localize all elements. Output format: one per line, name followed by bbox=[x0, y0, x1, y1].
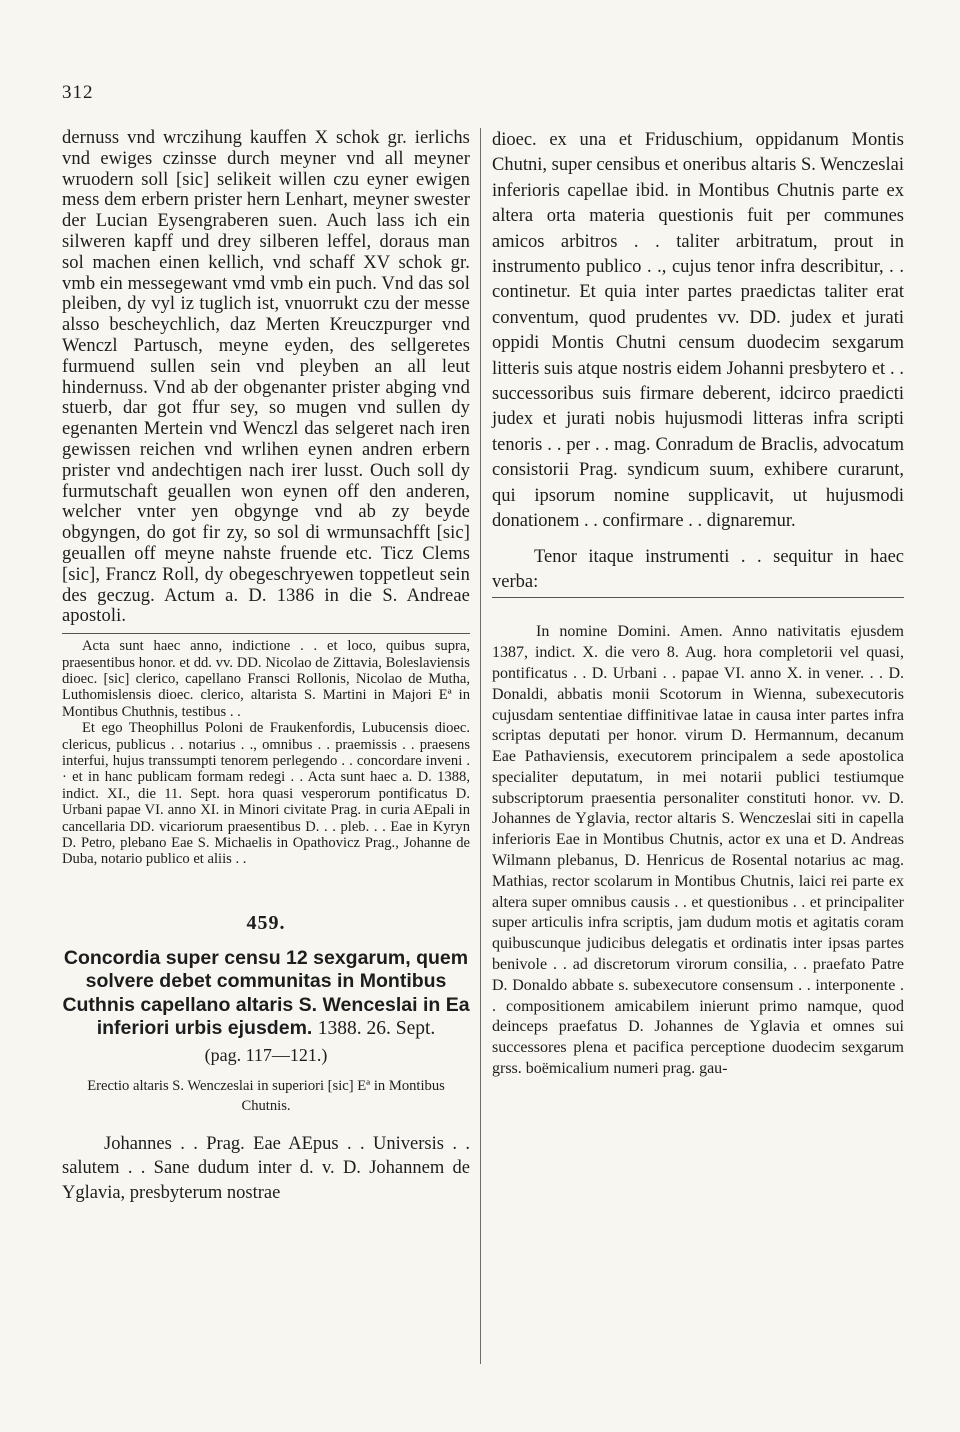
german-passage bbox=[62, 128, 470, 627]
left-column bbox=[62, 128, 470, 1205]
acta-text: Acta sunt haec anno, indictione . . et loco, quibus supra, praesentibus honor. et dd. vv. DD. Nicolao de Zittavia, Boleslaviensis dioec. [sic] clerico, capellano Fransci Rollonis, Nicolao de Mutha, Luthomislensis dioec. clerico, altarista S. Martini in Majori Eª in Montibus Chuthnis, testibus . . bbox=[62, 638, 470, 720]
notary-text: Et ego Theophillus Poloni de Fraukenfordis, Lubucensis dioec. clericus, publicus . . notarius . ., omnibus . . praemissis . . praesens interfui, hujus transsumpti tenorem perlegendo . . concordare inveni . · et in hanc publicam formam redegi . . Acta sunt haec a. D. 1388, indict. XI., die 11. Sept. hora quasi vesperorum pontificatus D. Urbani papae VI. anno XI. in Minori civitate Prag. in curia AEpali in cancellaria DD. vicariorum praesentibus D. . . pleb. . . Eae in Kyryn D. Petro, plebano Eae S. Michaelis in Opathovicz Prag., Johanne de Duba, notario publico et aliis . . bbox=[62, 720, 470, 868]
page-number: 312 bbox=[62, 82, 94, 103]
document-title-text: Concordia super censu 12 sexgarum, quem solvere debet communitas in Montibus Cuthnis capellano altaris S. Wenceslai in Ea inferiori urbis ejusdem. bbox=[62, 946, 470, 1040]
right-column bbox=[492, 128, 904, 1080]
tenor-text: Tenor itaque instrumenti . . sequitur in haec verba: bbox=[492, 546, 904, 592]
section-divider bbox=[62, 633, 470, 634]
document-title bbox=[62, 947, 470, 1041]
german-text: dernuss vnd wrczihung kauffen X schok gr. ierlichs vnd ewiges czinsse durch meyner vnd all meyner wruodern soll [sic] selikeit willen czu eyner ewigen mess dem erbern prister hern Lenhart, meyner swester der Lucian Eysengraberen suen. Auch lass ich ein silweren kapff und drey silberen leffel, doraus man sol machen einen kellich, vnd schaff XV schok gr. vmb ein messegewant vmd vmb ein puch. Vnd das sol pleiben, dy vyl iz tuglich ist, vnuorrukt czu der messe alsso bescheychlich, daz Merten Kreuczpurger vnd Wenczl Partusch, meyne eyden, des sellgeretes furmuend sullen sein vnd pleyben an all leut hindernuss. Vnd ab der obgenanter prister abging vnd stuerb, dar got ffur sey, so mugen vnd sullen dy egenanten Mertein vnd Wenczl das selgeret nach iren gewissen reichen vnd wrlihen eynen andren erbern prister vnd andechtigen nach irer lusst. Ouch soll dy furmutschaft geuallen won eynen off den anderen, welcher vnter yen obgynge vnd ab zy beyde obgyngen, do got fir zy, so sol di wrmunsachfft [sic] geuallen off meyne nahste fruende etc. Ticz Clems [sic], Francz Roll, dy obegeschryewen toppetleut sein des geczug. Actum a. D. 1386 in die S. Andreae apostoli. bbox=[62, 128, 470, 627]
document-number: 459. bbox=[246, 911, 286, 934]
document-erectio-note: Erectio altaris S. Wenczeslai in superiori [sic] Eª in Montibus Chutnis. bbox=[87, 1077, 445, 1114]
instrument-passage bbox=[492, 622, 904, 1080]
tenor-divider bbox=[492, 597, 904, 598]
notarial-passage bbox=[62, 638, 470, 868]
document-date: 1388. 26. Sept. bbox=[317, 1018, 436, 1040]
tenor-passage bbox=[492, 545, 904, 596]
instrument-text: In nomine Domini. Amen. Anno nativitatis ejusdem 1387, indict. X. die vero 8. Aug. hora completorii vel quasi, pontificatus . . D. Urbani . . papae VI. anno X. in vener. . . D. Donaldi, abbatis monii Scotorum in Wienna, subexecutoris cujusdam sententiae diffinitivae latae in causa inter partes infra scriptas deputati per honor. virum D. Hermannum, decanum Eae Pathaviensis, executorem principalem a sede apostolica specialiter deputatum, in mei notarii publici testiumque subscriptorum praesentia personaliter constituti honor. vv. D. Johannes de Yglavia, rector altaris S. Wenczeslai siti in capella inferioris Eae in Montibus Chutnis, actor ex una et D. Andreas Wilmann plebanus, D. Henricus de Rosental notarius ac mag. Mathias, rector scolarum in Montibus Chutnis, laici rei parte ex altera super omnibus causis . . et questionibus . . et principaliter super articulis infra scriptis, jam dudum motis et agitatis coram quibuscunque judicibus delegatis et ordinatis inter ipsas partes benivole . . ad discretorum virorum consilia, . . praefato Patre D. Donaldo abbate s. subexecutore consensum . . interponente . . compositionem amicabilem inierunt primo namque, quod deinceps praefatus D. Johannes de Yglavia et omnes sui successores plena et pacifica perceptione duodecim sexgarum grss. boëmicalium numeri prag. gau- bbox=[492, 623, 904, 1078]
column-divider bbox=[480, 128, 481, 1364]
continuation-text: dioec. ex una et Friduschium, oppidanum Montis Chutni, super censibus et oneribus altaris S. Wenczeslai inferioris capellae ibid. in Montibus Chutnis parte ex altera orta materia questionis fuit per communes amicos arbitros . . taliter arbitratum, prout in instrumento publico . ., cujus tenor infra describitur, . . continetur. Et quia inter partes praedictas taliter erat conventum, quod prudentes vv. DD. judex et jurati oppidi Montis Chutni censum duodecim sexgarum litteris suis atque nostris eidem Johanni presbytero et . . successoribus suis firmare deberent, idcirco praedicti judex et jurati nobis hujusmodi litteras infra scripti tenoris . . per . . mag. Conradum de Braclis, advocatum consistorii Prag. syndicum suum, exhibere curarunt, qui ipsorum nomine supplicavit, ut hujusmodi donationem . . confirmare . . dignaremur. bbox=[492, 130, 904, 532]
opening-passage bbox=[62, 1132, 470, 1206]
continuation-passage bbox=[492, 128, 904, 535]
opening-text: Johannes . . Prag. Eae AEpus . . Universis . . salutem . . Sane dudum inter d. v. D. Johannem de Yglavia, presbyterum nostrae bbox=[62, 1133, 470, 1203]
document-pages: (pag. 117—121.) bbox=[204, 1044, 328, 1065]
